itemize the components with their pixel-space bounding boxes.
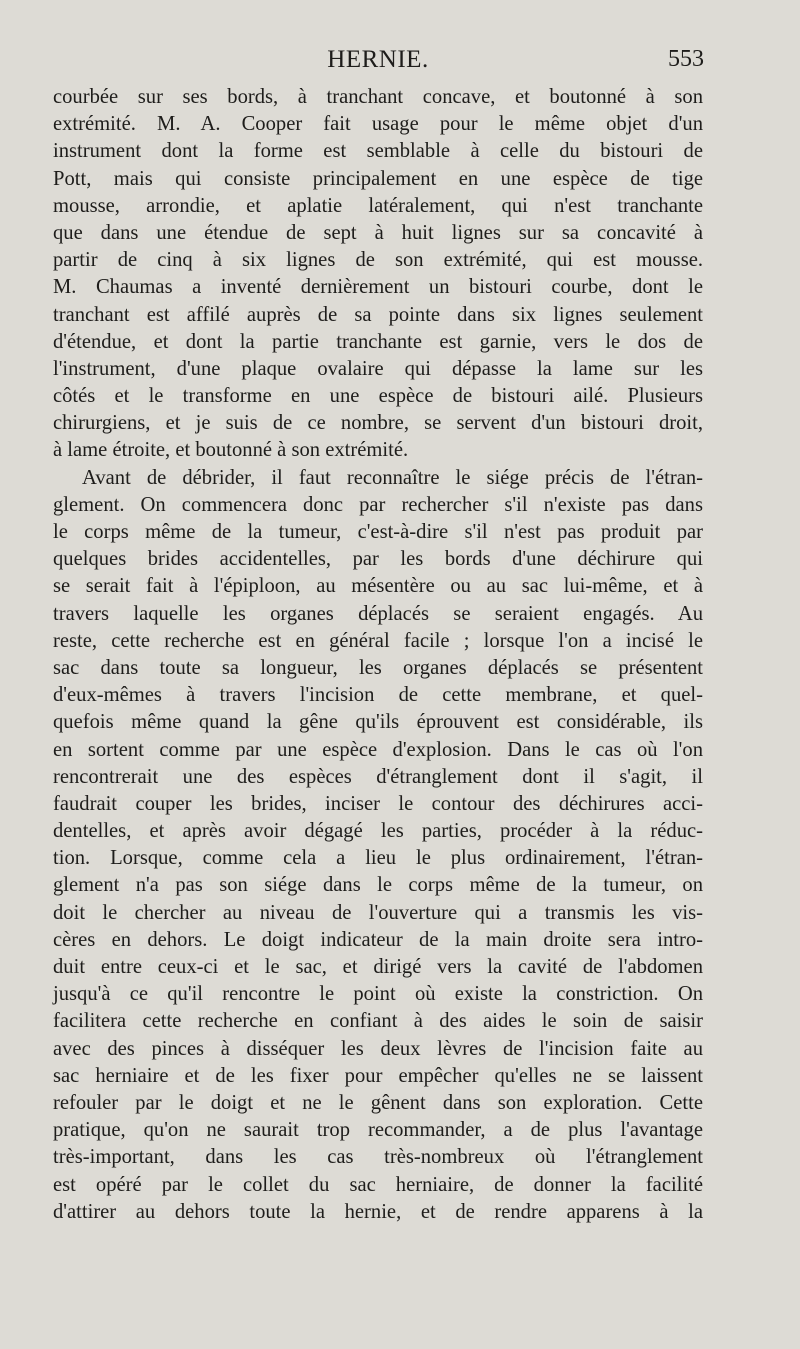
body-text bbox=[53, 84, 703, 1226]
text-line: en sortent comme par une espèce d'explosion. Dans le cas où l'on bbox=[53, 738, 703, 761]
running-head: HERNIE. bbox=[327, 46, 429, 73]
text-line: avec des pinces à disséquer les deux lèvres de l'incision faite au bbox=[53, 1037, 703, 1060]
text-line: faudrait couper les brides, inciser le contour des déchirures acci- bbox=[53, 792, 703, 815]
text-line: duit entre ceux-ci et le sac, et dirigé vers la cavité de l'abdomen bbox=[53, 956, 703, 978]
text-line: refouler par le doigt et ne le gênent dans son exploration. Cette bbox=[53, 1091, 703, 1114]
text-line: d'attirer au dehors toute la hernie, et de rendre apparens à la bbox=[53, 1200, 703, 1223]
text-line: Pott, mais qui consiste principalement en une espèce de tige bbox=[53, 167, 703, 190]
text-line: est opéré par le collet du sac herniaire, de donner la facilité bbox=[53, 1173, 703, 1196]
text-line: quefois même quand la gêne qu'ils éprouvent est considérable, ils bbox=[53, 711, 703, 734]
text-line: côtés et le transforme en une espèce de bistouri ailé. Plusieurs bbox=[53, 385, 703, 408]
text-line: d'étendue, et dont la partie tranchante est garnie, vers le dos de bbox=[53, 330, 703, 353]
text-line: que dans une étendue de sept à huit lignes sur sa concavité à bbox=[53, 221, 703, 244]
paragraph-first-line: Avant de débrider, il faut reconnaître le siége précis de l'étran- bbox=[82, 466, 703, 489]
text-line: glement. On commencera donc par rechercher s'il n'existe pas dans bbox=[53, 493, 703, 516]
text-line: sac dans toute sa longueur, les organes déplacés se présentent bbox=[53, 656, 703, 679]
text-line: chirurgiens, et je suis de ce nombre, se servent d'un bistouri droit, bbox=[53, 412, 703, 435]
text-line: le corps même de la tumeur, c'est-à-dire s'il n'est pas produit par bbox=[53, 521, 703, 543]
page-number: 553 bbox=[668, 46, 704, 72]
text-line: sac herniaire et de les fixer pour empêcher qu'elles ne se laissent bbox=[53, 1064, 703, 1087]
text-line: doit le chercher au niveau de l'ouverture qui a transmis les vis- bbox=[53, 901, 703, 924]
text-line: dentelles, et après avoir dégagé les parties, procéder à la réduc- bbox=[53, 820, 703, 843]
text-line: courbée sur ses bords, à tranchant concave, et boutonné à son bbox=[53, 86, 703, 108]
text-line: d'eux-mêmes à travers l'incision de cette membrane, et quel- bbox=[53, 684, 703, 707]
text-line: l'instrument, d'une plaque ovalaire qui dépasse la lame sur les bbox=[53, 357, 703, 380]
text-line: jusqu'à ce qu'il rencontre le point où existe la constriction. On bbox=[53, 983, 703, 1006]
text-line: rencontrerait une des espèces d'étranglement dont il s'agit, il bbox=[53, 765, 703, 788]
text-line: instrument dont la forme est semblable à celle du bistouri de bbox=[53, 140, 703, 163]
text-line: cères en dehors. Le doigt indicateur de la main droite sera intro- bbox=[53, 928, 703, 951]
text-line: tion. Lorsque, comme cela a lieu le plus ordinairement, l'étran- bbox=[53, 847, 703, 870]
text-line: travers laquelle les organes déplacés se seraient engagés. Au bbox=[53, 602, 703, 625]
text-line: reste, cette recherche est en général facile ; lorsque l'on a incisé le bbox=[53, 629, 703, 652]
text-line: extrémité. M. A. Cooper fait usage pour le même objet d'un bbox=[53, 113, 703, 136]
paragraph-end-line: à lame étroite, et boutonné à son extrémité. bbox=[53, 439, 409, 462]
text-line: tranchant est affilé auprès de sa pointe dans six lignes seulement bbox=[53, 303, 703, 326]
text-line: pratique, qu'on ne saurait trop recommander, a de plus l'avantage bbox=[53, 1119, 703, 1142]
page-header bbox=[52, 46, 704, 76]
text-line: très-important, dans les cas très-nombreux où l'étranglement bbox=[53, 1146, 703, 1169]
text-line: partir de cinq à six lignes de son extrémité, qui est mousse. bbox=[53, 249, 703, 272]
text-line: M. Chaumas a inventé dernièrement un bistouri courbe, dont le bbox=[53, 276, 703, 299]
text-line: quelques brides accidentelles, par les bords d'une déchirure qui bbox=[53, 548, 703, 571]
text-line: se serait fait à l'épiploon, au mésentère ou au sac lui-même, et à bbox=[53, 575, 703, 598]
text-line: facilitera cette recherche en confiant à des aides le soin de saisir bbox=[53, 1010, 703, 1033]
text-line: glement n'a pas son siége dans le corps même de la tumeur, on bbox=[53, 874, 703, 897]
text-line: mousse, arrondie, et aplatie latéralement, qui n'est tranchante bbox=[53, 194, 703, 217]
